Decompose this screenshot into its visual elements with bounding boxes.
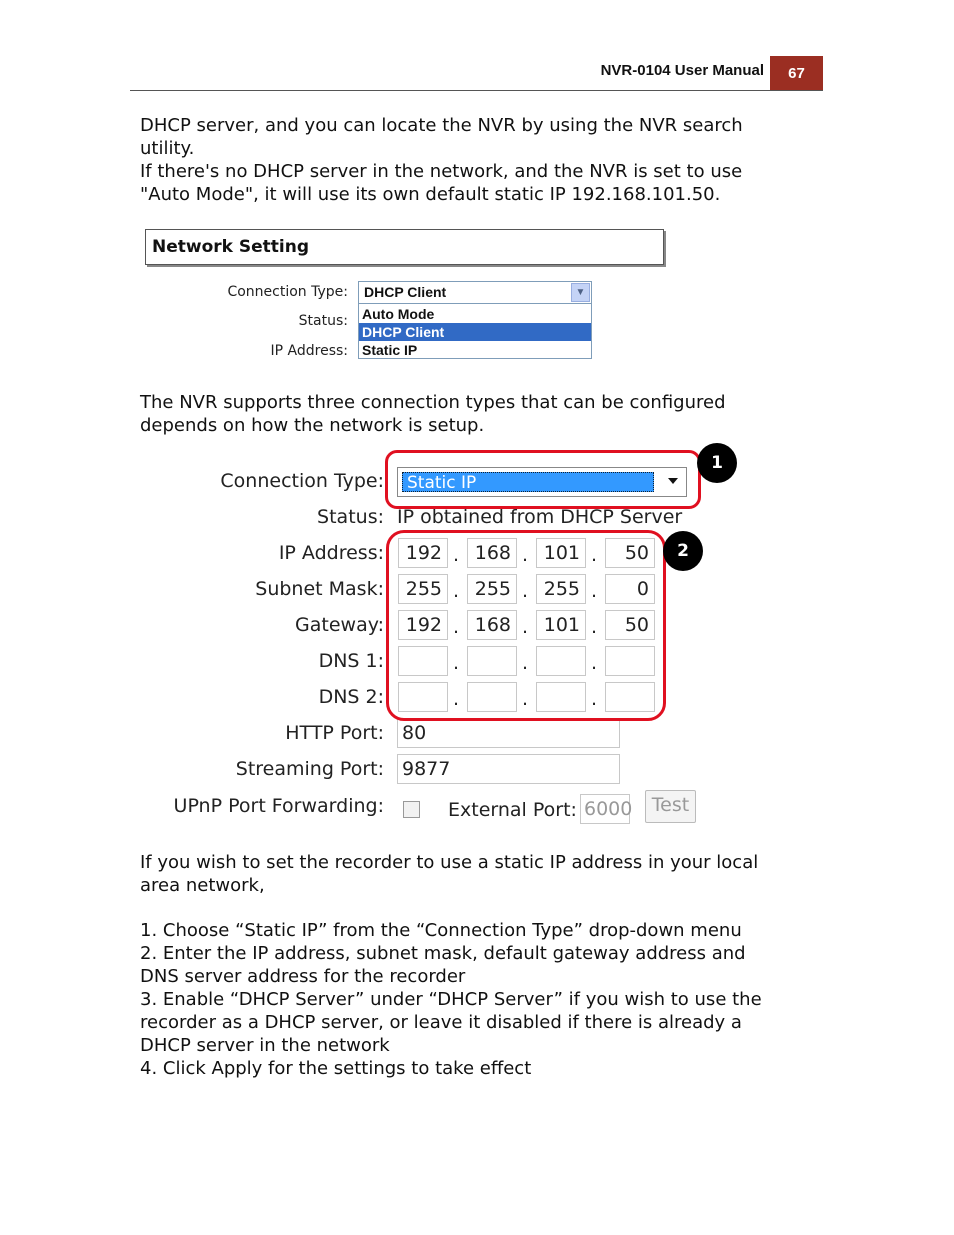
manual-title: NVR-0104 User Manual (600, 62, 764, 79)
steps-intro (140, 851, 820, 897)
octet-separator: . (522, 688, 529, 710)
upnp-checkbox[interactable] (403, 801, 420, 818)
step-line: recorder as a DHCP server, or leave it disabled if there is already a (140, 1012, 742, 1033)
gateway-label: Gateway: (295, 614, 384, 636)
ip-address-label: IP Address: (270, 343, 348, 359)
streaming-port-input[interactable]: 9877 (397, 754, 620, 784)
subnet-mask-label: Subnet Mask: (255, 578, 384, 600)
gateway-octet-2[interactable]: 168 (467, 610, 517, 640)
intro-paragraph (140, 114, 820, 206)
octet-separator: . (453, 544, 460, 566)
octet-separator: . (522, 580, 529, 602)
octet-separator: . (453, 688, 460, 710)
status-value: IP obtained from DHCP Server (397, 506, 683, 528)
option-auto-mode[interactable]: Auto Mode (362, 306, 435, 322)
gateway-octet-4[interactable]: 50 (605, 610, 655, 640)
steps-intro-line: area network, (140, 875, 265, 896)
octet-separator: . (522, 652, 529, 674)
http-port-label: HTTP Port: (285, 722, 384, 744)
ip-octet-2[interactable]: 168 (467, 538, 517, 568)
intro-line: "Auto Mode", it will use its own default static IP 192.168.101.50. (140, 184, 721, 205)
subnet-octet-4[interactable]: 0 (605, 574, 655, 604)
select-value: DHCP Client (364, 284, 447, 300)
middle-paragraph (140, 391, 820, 437)
chevron-down-icon[interactable]: ▼ (571, 283, 590, 302)
callout-highlight-2 (386, 530, 666, 721)
octet-separator: . (453, 580, 460, 602)
ip-octet-3[interactable]: 101 (536, 538, 586, 568)
connection-type-select[interactable] (358, 281, 592, 304)
status-label: Status: (298, 313, 348, 329)
octet-separator: . (453, 652, 460, 674)
step-line: DNS server address for the recorder (140, 966, 466, 987)
step-line: 4. Click Apply for the settings to take effect (140, 1058, 532, 1079)
octet-separator: . (522, 616, 529, 638)
ip-address-label: IP Address: (278, 542, 384, 564)
streaming-port-label: Streaming Port: (235, 758, 384, 780)
callout-badge-2: 2 (663, 531, 703, 571)
octet-separator: . (591, 544, 598, 566)
subnet-octet-1[interactable]: 255 (398, 574, 448, 604)
callout-badge-1: 1 (697, 443, 737, 483)
steps-list (140, 919, 820, 1080)
network-setting-panel (145, 229, 664, 265)
step-line: DHCP server in the network (140, 1035, 390, 1056)
callout-highlight-1 (385, 450, 701, 509)
step-line: 1. Choose “Static IP” from the “Connection Type” drop-down menu (140, 920, 742, 941)
octet-separator: . (591, 688, 598, 710)
select-value: Static IP (402, 472, 654, 492)
subnet-octet-3[interactable]: 255 (536, 574, 586, 604)
gateway-octet-3[interactable]: 101 (536, 610, 586, 640)
intro-line: DHCP server, and you can locate the NVR by using the NVR search (140, 115, 743, 136)
octet-separator: . (591, 580, 598, 602)
dns1-label: DNS 1: (318, 650, 384, 672)
dns2-label: DNS 2: (318, 686, 384, 708)
connection-type-label: Connection Type: (227, 284, 348, 300)
option-static-ip[interactable]: Static IP (362, 342, 418, 358)
connection-type-options (358, 303, 592, 359)
octet-separator: . (522, 544, 529, 566)
gateway-octet-1[interactable]: 192 (398, 610, 448, 640)
octet-separator: . (591, 616, 598, 638)
upnp-label: UPnP Port Forwarding: (173, 795, 384, 817)
option-dhcp-client[interactable]: DHCP Client (359, 323, 591, 341)
step-line: 3. Enable “DHCP Server” under “DHCP Server” if you wish to use the (140, 989, 762, 1010)
middle-line: The NVR supports three connection types that can be configured (140, 392, 726, 413)
subnet-octet-2[interactable]: 255 (467, 574, 517, 604)
external-port-input[interactable]: 6000 (580, 794, 630, 824)
ip-octet-4[interactable]: 50 (605, 538, 655, 568)
header-divider (130, 90, 823, 91)
http-port-input[interactable]: 80 (397, 718, 620, 748)
intro-line: utility. (140, 138, 195, 159)
test-button[interactable]: Test (645, 790, 696, 823)
intro-line: If there's no DHCP server in the network, and the NVR is set to use (140, 161, 743, 182)
page-number: 67 (770, 56, 823, 91)
ip-octet-1[interactable]: 192 (398, 538, 448, 568)
external-port-label: External Port: (448, 799, 577, 821)
status-label: Status: (317, 506, 384, 528)
steps-intro-line: If you wish to set the recorder to use a static IP address in your local (140, 852, 759, 873)
octet-separator: . (591, 652, 598, 674)
octet-separator: . (453, 616, 460, 638)
step-line: 2. Enter the IP address, subnet mask, default gateway address and (140, 943, 746, 964)
panel-title: Network Setting (152, 237, 310, 257)
connection-type-label: Connection Type: (220, 470, 384, 492)
middle-line: depends on how the network is setup. (140, 415, 485, 436)
